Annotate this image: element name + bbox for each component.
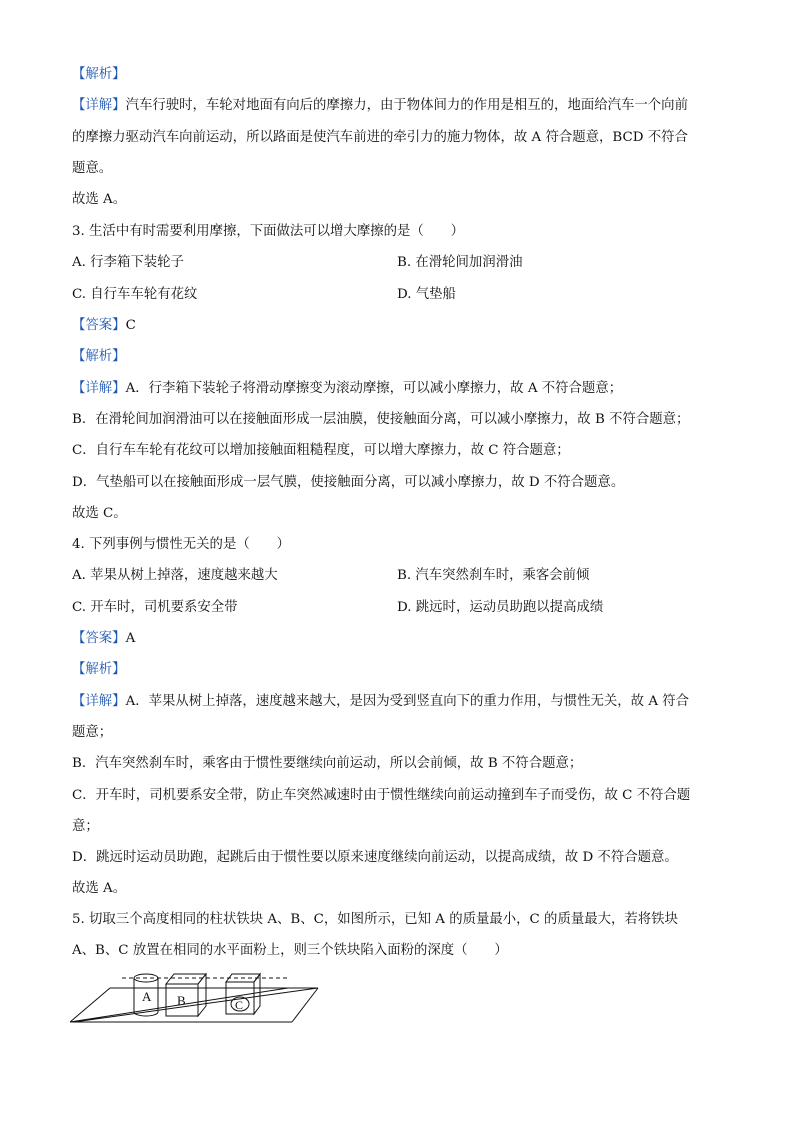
detail-line: D．跳远时运动员助跑，起跳后由于惯性要以原来速度继续向前运动，以提高成绩，故 D 不符合题意。 [72,850,678,865]
choose-answer: 故选 A。 [72,881,127,896]
detail-label: 【详解】 [72,98,126,113]
option-c: C. 开车时，司机要系安全带 [72,600,238,615]
option-a: A. 行李箱下装轮子 [72,255,184,270]
detail-text: A．苹果从树上掉落，速度越来越大，是因为受到竖直向下的重力作用，与惯性无关，故 A 符合 [125,694,690,709]
question-3: 3. 生活中有时需要利用摩擦，下面做法可以增大摩擦的是（ ） [72,224,464,239]
option-b: B. 在滑轮间加润滑油 [397,255,523,270]
answer-label: 【答案】 [72,318,126,333]
analysis-label: 【解析】 [72,662,126,677]
detail-label: 【详解】 [72,381,126,396]
choose-answer: 故选 A。 [72,192,127,207]
option-d: D. 跳远时，运动员助跑以提高成绩 [397,600,604,615]
answer-value: C [125,318,136,333]
detail-line [72,693,689,711]
choose-answer: 故选 C。 [72,506,127,521]
detail-line: 题意。 [72,161,113,176]
answer-line [72,317,136,335]
detail-line: D．气垫船可以在接触面形成一层气膜，使接触面分离，可以减小摩擦力，故 D 不符合题意。 [72,475,625,490]
question-5: 5. 切取三个高度相同的柱状铁块 A、B、C，如图所示，已知 A 的质量最小，C 的质量最大，若将铁块 [72,912,678,927]
option-c: C. 自行车车轮有花纹 [72,287,198,302]
option-b: B. 汽车突然刹车时，乘客会前倾 [397,568,590,583]
detail-line [72,380,622,398]
option-d: D. 气垫船 [397,287,456,302]
detail-line [72,97,688,115]
detail-label: 【详解】 [72,694,126,709]
iron-blocks-figure [70,968,330,1030]
detail-line: B．在滑轮间加润滑油可以在接触面形成一层油膜，使接触面分离，可以减小摩擦力，故 B 不符合题意； [72,412,690,427]
detail-line: 的摩擦力驱动汽车向前运动，所以路面是使汽车前进的牵引力的施力物体，故 A 符合题意，BCD 不符合 [72,130,688,145]
detail-line: B．汽车突然刹车时，乘客由于惯性要继续向前运动，所以会前倾，故 B 不符合题意； [72,756,583,771]
question-5-cont: A、B、C 放置在相同的水平面粉上，则三个铁块陷入面粉的深度（ ） [72,943,508,958]
option-a: A. 苹果从树上掉落，速度越来越大 [72,568,278,583]
answer-label: 【答案】 [72,631,126,646]
answer-line [72,630,135,648]
analysis-label: 【解析】 [72,349,126,364]
detail-line: C．自行车车轮有花纹可以增加接触面粗糙程度，可以增大摩擦力，故 C 符合题意； [72,443,570,458]
detail-text: A．行李箱下装轮子将滑动摩擦变为滚动摩擦，可以减小摩擦力，故 A 不符合题意； [125,381,623,396]
label-b: B [177,993,186,1008]
detail-line: 题意； [72,725,113,740]
detail-text: 汽车行驶时，车轮对地面有向后的摩擦力，由于物体间力的作用是相互的，地面给汽车一个向前 [125,98,688,113]
analysis-label: 【解析】 [72,67,126,82]
answer-value: A [125,631,136,646]
question-4: 4. 下列事例与惯性无关的是（ ） [72,537,290,552]
label-c: C [235,998,244,1012]
block-b [166,974,206,1016]
detail-line: 意； [72,819,99,834]
label-a: A [142,989,152,1004]
ground-plane [70,988,318,1022]
detail-line: C．开车时，司机要系安全带，防止车突然减速时由于惯性继续向前运动撞到车子而受伤，故 C 不符合题 [72,788,691,803]
